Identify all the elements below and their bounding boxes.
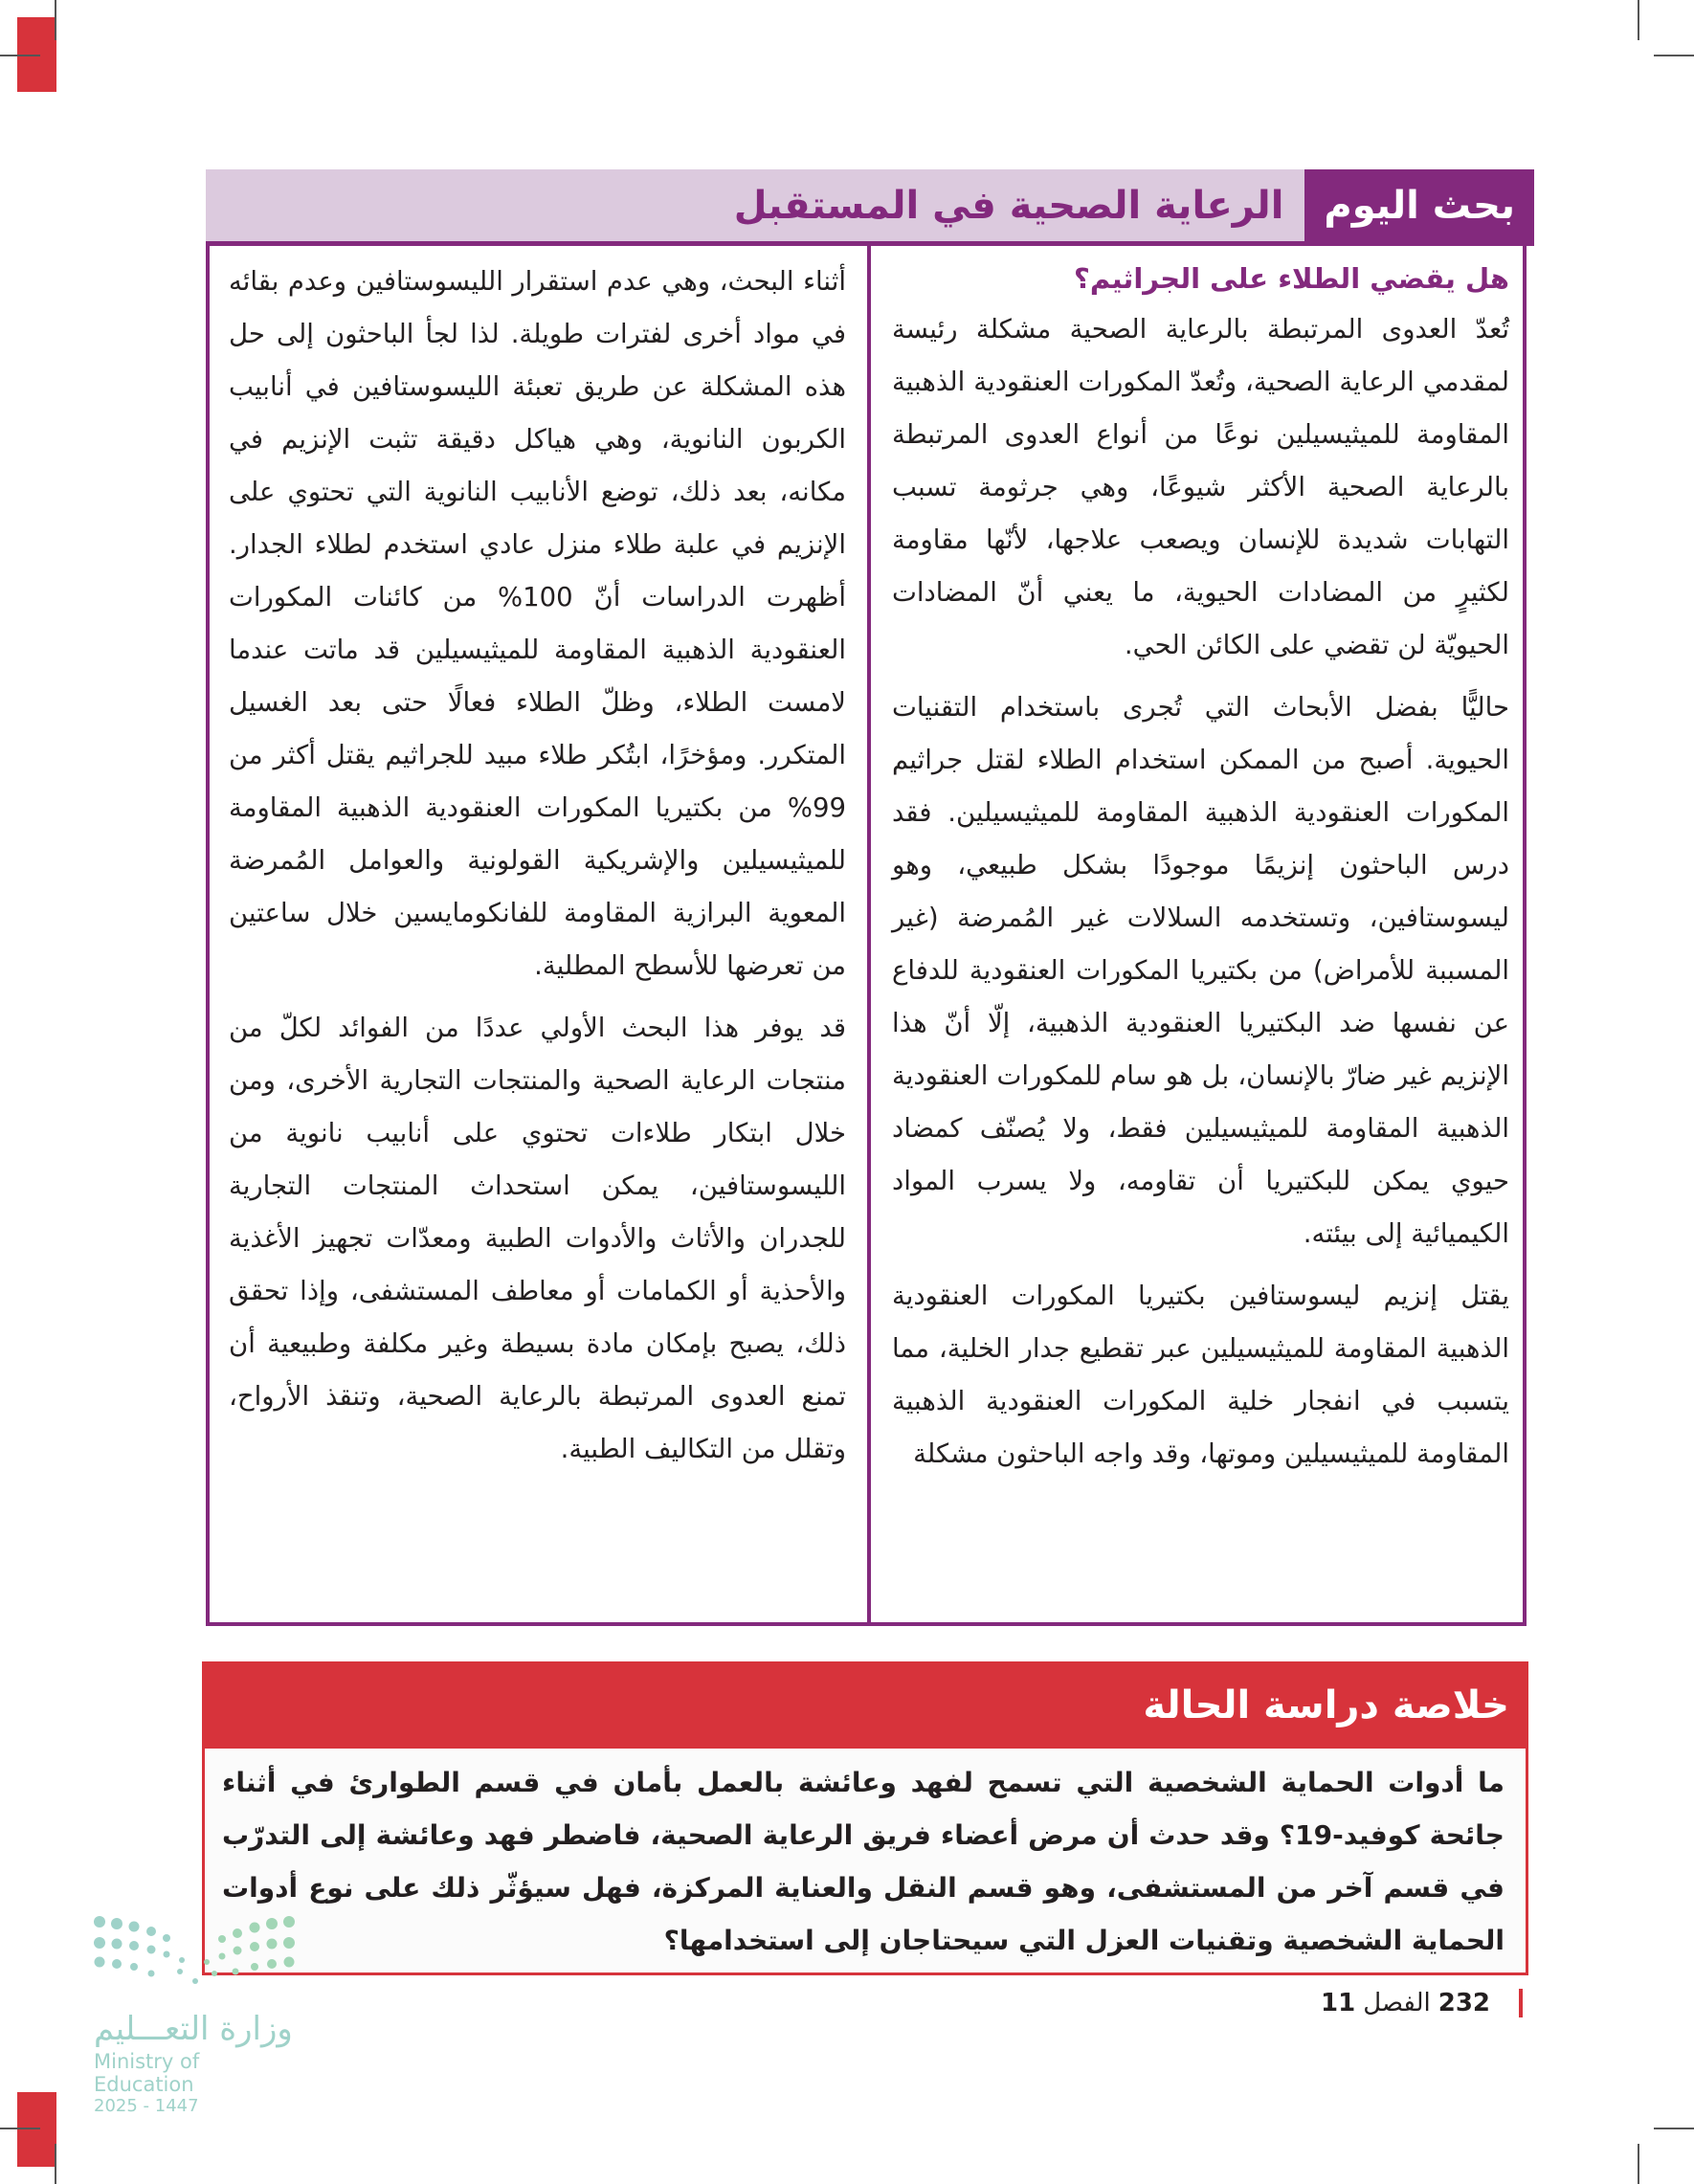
case-study-title: خلاصة دراسة الحالة xyxy=(1143,1683,1509,1727)
crop-mark xyxy=(1638,2144,1639,2184)
research-badge: بحث اليوم xyxy=(1304,169,1534,241)
crop-mark xyxy=(1654,55,1694,56)
research-header xyxy=(206,169,1534,246)
right-column xyxy=(875,246,1530,1490)
crop-mark xyxy=(1638,0,1639,40)
logo-year: 2025 - 1447 xyxy=(94,2096,199,2116)
logo-arabic-text: وزارة التعـــليم xyxy=(94,2010,293,2048)
footer-accent-bar xyxy=(1519,1989,1523,2017)
ministry-of-education-logo xyxy=(94,1914,304,2116)
page-footer xyxy=(1321,1989,1523,2017)
crop-mark xyxy=(55,0,56,40)
case-study-header xyxy=(202,1661,1528,1749)
chapter-label: الفصل xyxy=(1363,1989,1431,2017)
paragraph: تُعدّ العدوى المرتبطة بالرعاية الصحية مشكلة رئيسة لمقدمي الرعاية الصحية، وتُعدّ المكورات العنقودية الذهبية المقاومة للميثيسيلين نوعًا من أنواع العدوى المرتبطة بالرعاية الصحية الأكثر شيوعًا، وهي جرثومة تسبب التهابات شديدة للإنسان ويصعب علاجها، لأنّها مقاومة لكثيرٍ من المضادات الحيوية، ما يعني أنّ المضادات الحيويّة لن تقضي على الكائن الحي. xyxy=(892,314,1509,660)
case-study-summary-box xyxy=(202,1661,1528,1975)
crop-mark xyxy=(0,2128,40,2129)
column-divider xyxy=(867,246,871,1622)
page-number: 232 xyxy=(1438,1989,1491,2017)
left-column xyxy=(210,246,867,1485)
crop-mark xyxy=(0,55,40,56)
research-title: الرعاية الصحية في المستقبل xyxy=(733,183,1284,228)
crop-mark xyxy=(55,2144,56,2184)
paragraph: يقتل إنزيم ليسوستافين بكتيريا المكورات العنقودية الذهبية المقاومة للميثيسيلين عبر تقطيع جدار الخلية، مما يتسبب في انفجار خلية المكورات العنقودية الذهبية المقاومة للميثيسيلين وموتها، وقد واجه الباحثون مشكلة xyxy=(892,1281,1509,1469)
paragraph: حاليًّا بفضل الأبحاث التي تُجرى باستخدام التقنيات الحيوية. أصبح من الممكن استخدام الطلاء لقتل جراثيم المكورات العنقودية الذهبية المقاومة للميثيسيلين. فقد درس الباحثون إنزيمًا موجودًا بشكل طبيعي، وهو ليسوستافين، وتستخدمه السلالات غير المُمرضة (غير المسببة للأمراض) من بكتيريا المكورات العنقودية للدفاع عن نفسها ضد البكتيريا العنقودية الذهبية، إلّا أنّ هذا الإنزيم غير ضارّ بالإنسان، بل هو سام للمكورات العنقودية الذهبية المقاومة للميثيسيلين فقط، ولا يُصنّف كمضاد حيوي يمكن للبكتيريا أن تقاومه، ولا يسرب المواد الكيميائية إلى بيئته. xyxy=(892,692,1509,1249)
research-today-box xyxy=(206,169,1527,1626)
paragraph: قد يوفر هذا البحث الأولي عددًا من الفوائد لكلّ من منتجات الرعاية الصحية والمنتجات التجارية الأخرى، ومن خلال ابتكار طلاءات تحتوي على أنابيب نانوية من الليسوستافين، يمكن استحداث المنتجات التجارية للجدران والأثاث والأدوات الطبية ومعدّات تجهيز الأغذية والأحذية أو الكمامات أو معاطف المستشفى، وإذا تحقق ذلك، يصبح بإمكان مادة بسيطة وغير مكلفة وطبيعية أن تمنع العدوى المرتبطة بالرعاية الصحية، وتنقذ الأرواح، وتقلل من التكاليف الطبية. xyxy=(229,1013,846,1464)
crop-tab-bottom xyxy=(17,2092,56,2167)
case-study-body: ما أدوات الحماية الشخصية التي تسمح لفهد وعائشة بالعمل بأمان في قسم الطوارئ في أثناء جائحة كوفيد-19؟ وقد حدث أن مرض أعضاء فريق الرعاية الصحية، فاضطر فهد وعائشة إلى التدرّب في قسم آخر من المستشفى، وهو قسم النقل والعناية المركزة، فهل سيؤثّر ذلك على نوع أدوات الحماية الشخصية وتقنيات العزل التي سيحتاجان إلى استخدامها؟ xyxy=(222,1767,1505,1956)
paragraph: أثناء البحث، وهي عدم استقرار الليسوستافين وعدم بقائه في مواد أخرى لفترات طويلة. لذا لجأ الباحثون إلى حل هذه المشكلة عن طريق تعبئة الليسوستافين في أنابيب الكربون النانوية، وهي هياكل دقيقة تثبت الإنزيم في مكانه، بعد ذلك، توضع الأنابيب النانوية التي تحتوي على الإنزيم في علبة طلاء منزل عادي استخدم لطلاء الجدار. أظهرت الدراسات أنّ 100% من كائنات المكورات العنقودية الذهبية المقاومة للميثيسيلين قد ماتت عندما لامست الطلاء، وظلّ الطلاء فعالًا حتى بعد الغسيل المتكرر. ومؤخرًا، ابتُكر طلاء مبيد للجراثيم يقتل أكثر من 99% من بكتيريا المكورات العنقودية الذهبية المقاومة للميثيسيلين والإشريكية القولونية والعوامل المُمرضة المعوية البرازية المقاومة للفانكومايسين خلال ساعتين من تعرضها للأسطح المطلية. xyxy=(229,266,846,981)
chapter-number: 11 xyxy=(1321,1989,1356,2017)
question-heading: هل يقضي الطلاء على الجراثيم؟ xyxy=(1074,262,1509,295)
dots-emblem-icon xyxy=(94,1914,295,1991)
logo-english-text: Ministry of Education xyxy=(94,2050,200,2096)
crop-mark xyxy=(1654,2128,1694,2129)
